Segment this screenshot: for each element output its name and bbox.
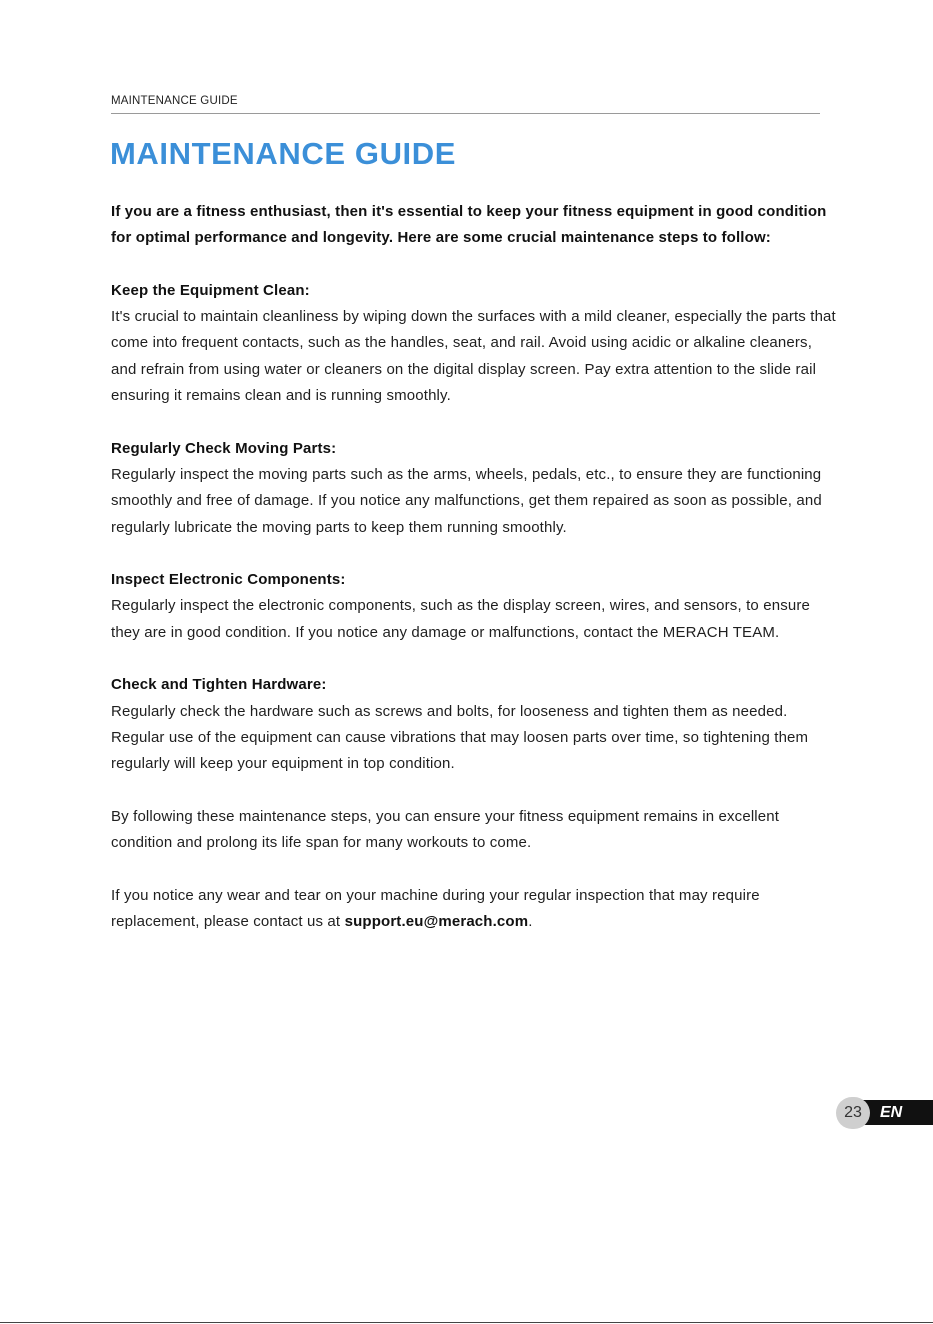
section-body: Regularly inspect the electronic components, such as the display screen, wires, and sensors, to ensure they are in good condition. If you notice any damage or malfunctions, contact the MERACH TEAM.: [111, 597, 810, 641]
closing-paragraph: By following these maintenance steps, you can ensure your fitness equipment remains in excellent condition and prolong its life span for many workouts to come.: [111, 807, 780, 852]
section-body: Regularly inspect the moving parts such as the arms, wheels, pedals, etc., to ensure they are functioning smoothly and free of damage. If you notice any malfunctions, get them repaired as soon as possible, and regularly lubricate the moving parts to keep them running smoothly.: [111, 465, 822, 536]
section-hardware: [111, 672, 836, 777]
section-heading: Regularly Check Moving Parts:: [111, 439, 337, 457]
section-clean: [111, 278, 836, 409]
section-heading: Inspect Electronic Components:: [111, 571, 346, 589]
header-divider: [111, 113, 820, 114]
section-body: It's crucial to maintain cleanliness by wiping down the surfaces with a mild cleaner, especially the parts that come into frequent contacts, such as the handles, seat, and rail. Avoid using acidic or alkaline cleaners, and refrain from using water or cleaners on the digital display screen. Pay extra attention to the slide rail ensuring it remains clean and is running smoothly.: [111, 308, 836, 405]
contact-end: .: [528, 913, 533, 931]
page-bottom-edge: [0, 1322, 933, 1323]
section-body: Regularly check the hardware such as screws and bolts, for looseness and tighten them as needed. Regular use of the equipment can cause vibrations that may loosen parts over time, so tightening them regularly will keep your equipment in top condition.: [111, 702, 809, 773]
page-number-badge: 23: [836, 1097, 870, 1129]
section-electronics: [111, 567, 836, 646]
contact-text: If you notice any wear and tear on your machine during your regular inspection that may require replacement, please contact us at: [111, 886, 760, 931]
section-moving-parts: [111, 436, 836, 541]
page-title: MAINTENANCE GUIDE: [110, 136, 457, 171]
running-header: MAINTENANCE GUIDE: [111, 95, 238, 107]
language-tab: EN: [852, 1100, 933, 1125]
main-content: [111, 199, 836, 962]
support-email: support.eu@merach.com: [344, 913, 529, 931]
contact-paragraph: [111, 883, 836, 936]
section-heading: Keep the Equipment Clean:: [111, 281, 310, 299]
intro-paragraph: If you are a fitness enthusiast, then it's essential to keep your fitness equipment in good condition for optimal performance and longevity. Here are some crucial maintenance steps to follow:: [111, 203, 827, 247]
section-heading: Check and Tighten Hardware:: [111, 676, 327, 694]
